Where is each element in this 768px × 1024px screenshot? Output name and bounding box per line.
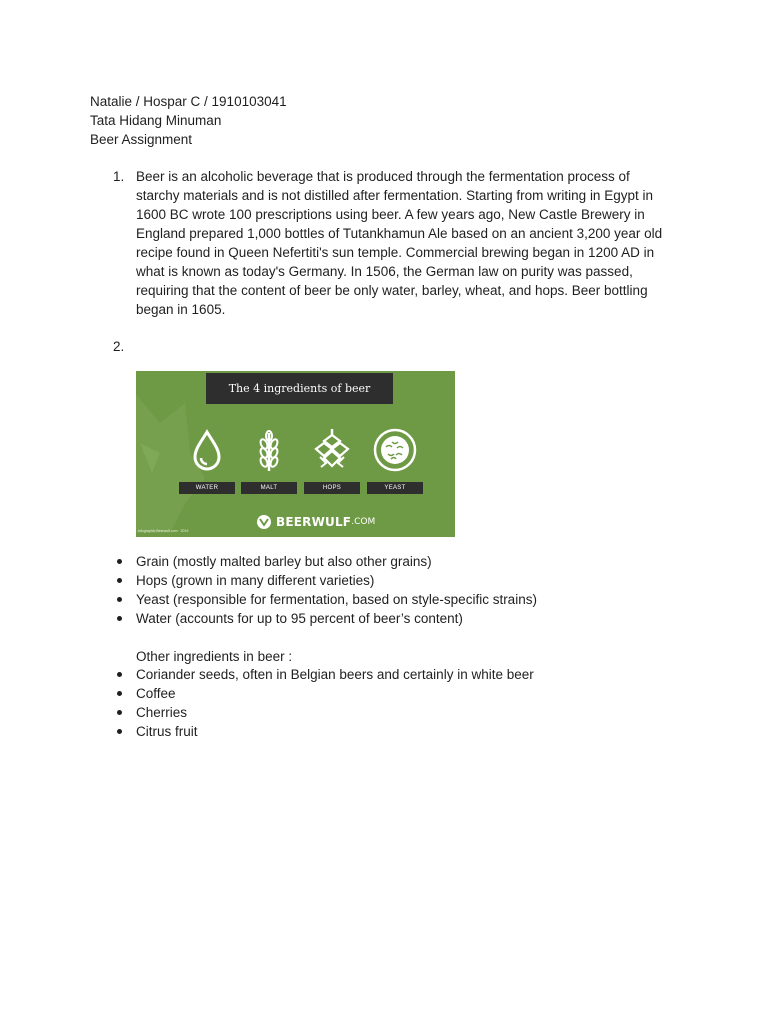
yeast-culture-icon [372, 427, 418, 473]
assignment-title: Beer Assignment [90, 132, 193, 147]
document-header [90, 92, 287, 149]
bullet-dot [117, 729, 122, 734]
beer-ingredients-infographic [136, 371, 455, 537]
bullet-dot [117, 691, 122, 696]
other-ingredients-heading: Other ingredients in beer : [136, 649, 293, 664]
document-page: Natalie / Hospar C / 1910103041 Tata Hidang Minuman Beer Assignment 1. Beer is an alcoholic beverage that is produced through the fermentation process of starchy materials and is not distilled after fermentation. Starting from writing in Egypt in 1600 BC wrote 100 prescriptions using beer. A few years ago, New Castle Brewery in England prepared 1,000 bottles of Tutankhamun Ale based on an ancient 3,200 year old recipe found in Queen Nefertiti's sun temple. Commercial brewing began in 1200 AD in what is known as today's Germany. In 1506, the German law on purity was passed, requiring that the content of beer be only water, barley, wheat, and hops. Beer bottling began in 1605. 2. The 4 ingredients of beer WATER MALT HOPS YEAST BEERWULF .COM Infographic Beerwulf.com · 2019 Grain (mostly malted barley but also other grains) Hops (grown in many different varieties) Yeast (responsible for fermentation, based on style-specific strains) Water (accounts for up to 95 percent of beer’s content) Other ingredients in beer : Coriander seeds, often in Belgian beers and certainly in white beer Coffee Cherries Citrus fruit [0, 0, 768, 1024]
bullet-dot [117, 672, 122, 677]
brand-domain: .COM [351, 517, 376, 527]
label-water: WATER [179, 482, 235, 494]
hops-cone-icon [309, 427, 355, 473]
beer-history-paragraph: Beer is an alcoholic beverage that is produced through the fermentation process of starchy materials and is not distilled after fermentation. Starting from writing in Egypt in 1600 BC wrote 100 prescriptions using beer. A few years ago, New Castle Brewery in England prepared 1,000 bottles of Tutankhamun Ale based on an ancient 3,200 year old recipe found in Queen Nefertiti's sun temple. Commercial brewing began in 1200 AD in what is known as today's Germany. In 1506, the German law on purity was passed, requiring that the content of beer be only water, barley, wheat, and hops. Beer bottling began in 1605. [136, 169, 663, 317]
list-number-1: 1. [113, 169, 125, 184]
bullet-dot [117, 559, 122, 564]
beerwulf-logo [256, 512, 375, 532]
list-item-1 [113, 167, 673, 319]
label-hops: HOPS [304, 482, 360, 494]
bullet-dot [117, 616, 122, 621]
beerwulf-emblem-icon [256, 514, 272, 530]
infographic-title: The 4 ingredients of beer [206, 373, 393, 404]
author-line: Natalie / Hospar C / 1910103041 [90, 94, 287, 109]
malt-wheat-icon [246, 427, 292, 473]
label-yeast: YEAST [367, 482, 423, 494]
bullet-dot [117, 710, 122, 715]
bullet-dot [117, 578, 122, 583]
bullet-dot [117, 597, 122, 602]
list-number-2: 2. [113, 339, 125, 354]
water-drop-icon [184, 427, 230, 473]
label-malt: MALT [241, 482, 297, 494]
brand-name: BEERWULF [276, 515, 352, 529]
course-line: Tata Hidang Minuman [90, 113, 222, 128]
infographic-credit: Infographic Beerwulf.com · 2019 [138, 529, 189, 533]
